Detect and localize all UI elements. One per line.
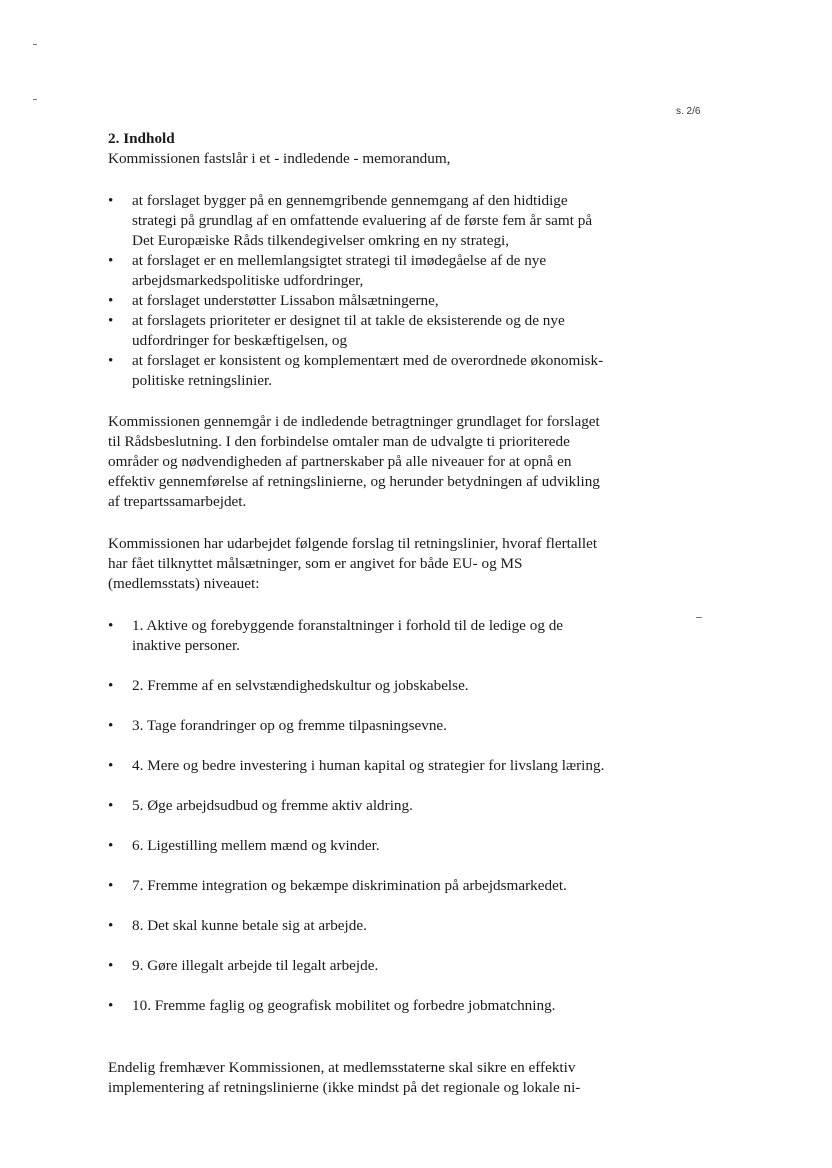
section-heading: 2. Indhold [108,130,175,147]
list-item: • 10. Fremme faglig og geografisk mobilitet og forbedre jobmatchning. [108,996,613,1016]
list-item: • 7. Fremme integration og bekæmpe diskrimination på arbejdsmarkedet. [108,876,613,896]
list-item: • at forslaget er en mellemlangsigtet strategi til imødegåelse af de nye arbejdsmarkedspolitiske udfordringer, [108,251,613,291]
list-item: • 6. Ligestilling mellem mænd og kvinder. [108,836,613,856]
paragraph: Kommissionen har udarbejdet følgende forslag til retningslinier, hvoraf flertallet har fået tilknyttet målsætninger, som er angivet for både EU- og MS (medlemsstats) niveauet: [108,535,598,592]
paragraph: Kommissionen gennemgår i de indledende betragtninger grundlaget for forslaget til Rådsbeslutning. I den forbindelse omtaler man de udvalgte ti prioriterede områder og nødvendigheden af partnerskaber på alle niveauer for at opnå en effektiv gennemførelse af retningslinierne, og herunder betydningen af udvikling af trepartssamarbejdet. [108,413,600,510]
list-item: • at forslaget er konsistent og komplementært med de overordnede økonomisk-politiske retningslinier. [108,351,613,391]
scan-mark [33,99,37,100]
scan-mark [33,44,37,45]
scan-mark [696,617,702,618]
list-item: • 8. Det skal kunne betale sig at arbejde. [108,916,613,936]
memorandum-bullet-list [108,191,613,391]
list-item: • 1. Aktive og forebyggende foranstaltninger i forhold til de ledige og de inaktive personer. [108,616,613,656]
list-item: • at forslaget understøtter Lissabon målsætningerne, [108,291,613,311]
list-item: • at forslagets prioriteter er designet til at takle de eksisterende og de nye udfordringer for beskæftigelsen, og [108,311,613,351]
guidelines-list [108,616,613,1016]
list-item: • 5. Øge arbejdsudbud og fremme aktiv aldring. [108,796,613,816]
page-number: s. 2/6 [676,106,701,117]
intro-text: Kommissionen fastslår i et - indledende - memorandum, [108,150,451,167]
list-item: • 3. Tage forandringer op og fremme tilpasningsevne. [108,716,613,736]
document-body [108,129,613,1098]
list-item: • 4. Mere og bedre investering i human kapital og strategier for livslang læring. [108,756,613,776]
list-item: • 9. Gøre illegalt arbejde til legalt arbejde. [108,956,613,976]
list-item: • 2. Fremme af en selvstændighedskultur og jobskabelse. [108,676,613,696]
list-item: • at forslaget bygger på en gennemgribende gennemgang af den hidtidige strategi på grundlag af en omfattende evaluering af de første fem år samt på Det Europæiske Råds tilkendegivelser omkring en ny strategi, [108,191,613,251]
paragraph: Endelig fremhæver Kommissionen, at medlemsstaterne skal sikre en effektiv implementering af retningslinierne (ikke mindst på det regionale og lokale ni- [108,1059,581,1096]
